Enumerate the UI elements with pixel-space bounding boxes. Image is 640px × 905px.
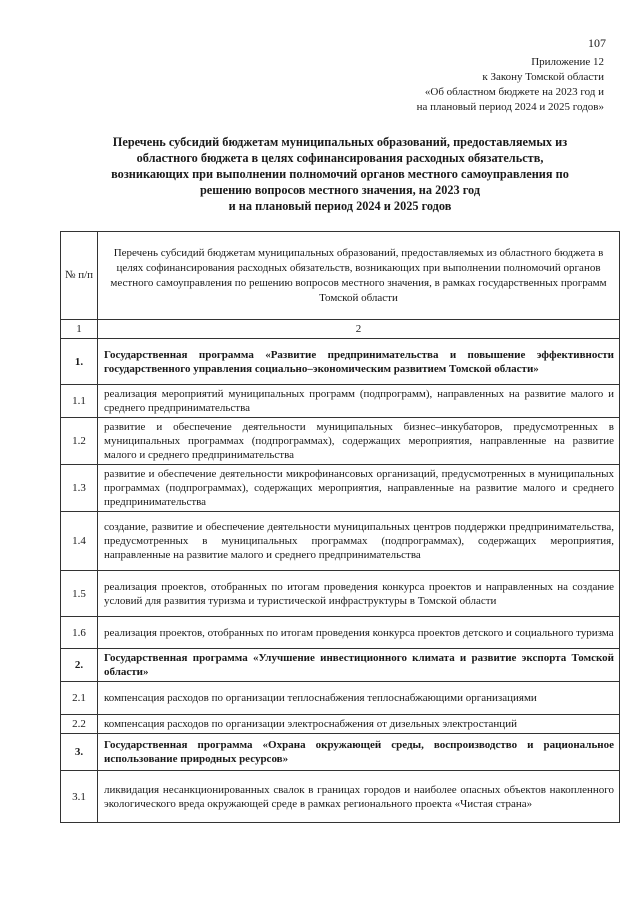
- row-text: компенсация расходов по организации теплоснабжения теплоснабжающими организациями: [98, 682, 620, 715]
- table-row: [61, 385, 620, 418]
- title-line: решению вопросов местного значения, на 2023 год: [199, 183, 481, 197]
- title-line: возникающих при выполнении полномочий органов местного самоуправления по: [111, 167, 569, 181]
- appendix-reference: [304, 55, 604, 115]
- row-num: 1.2: [61, 418, 98, 465]
- table-row: [61, 465, 620, 512]
- title-line: Перечень субсидий бюджетам муниципальных образований, предоставляемых из: [112, 135, 568, 149]
- row-text: ликвидация несанкционированных свалок в границах городов и наиболее опасных объектов накопленного экологического вреда окружающей среде в рамках регионального проекта «Чистая страна»: [98, 771, 620, 823]
- row-num: 3.: [61, 734, 98, 771]
- table-row: [61, 682, 620, 715]
- table-header-row: [61, 232, 620, 320]
- header-num-cell: № п/п: [61, 232, 98, 320]
- row-text: реализация мероприятий муниципальных программ (подпрограмм), направленных на развитие малого и среднего предпринимательства: [98, 385, 620, 418]
- row-text: создание, развитие и обеспечение деятельности муниципальных центров поддержки предпринимательства, предусмотренных в муниципальных программах (подпрограммах), содержащих мероприятия, направленные на развитие малого и среднего предпринимательства: [98, 512, 620, 571]
- row-text: реализация проектов, отобранных по итогам проведения конкурса проектов и направленных на создание условий для развития туризма и туристической инфраструктуры в Томской области: [98, 571, 620, 617]
- title-line: областного бюджета в целях софинансирования расходных обязательств,: [136, 151, 544, 165]
- row-num: 1.6: [61, 617, 98, 649]
- row-text: развитие и обеспечение деятельности микрофинансовых организаций, предусмотренных в муниципальных программах (подпрограммах), содержащих мероприятия, направленные на развитие малого и среднего предпринимательства: [98, 465, 620, 512]
- document-title: [60, 134, 620, 214]
- table-row: [61, 418, 620, 465]
- row-text: Государственная программа «Улучшение инвестиционного климата и развитие экспорта Томской области»: [98, 649, 620, 682]
- table-row: [61, 571, 620, 617]
- appendix-line: на плановый период 2024 и 2025 годов»: [416, 101, 604, 113]
- appendix-line: Приложение 12: [531, 56, 604, 68]
- row-num: 1.4: [61, 512, 98, 571]
- header-text-cell: Перечень субсидий бюджетам муниципальных образований, предоставляемых из областного бюджета в целях софинансирования расходных обязательств, возникающих при выполнении полномочий органов местного самоуправления по решению вопросов местного значения, в рамках государственных программ Томской области: [98, 232, 620, 320]
- table-row: [61, 715, 620, 734]
- row-num: 2.2: [61, 715, 98, 734]
- table-row: [61, 339, 620, 385]
- appendix-line: «Об областном бюджете на 2023 год и: [424, 86, 604, 98]
- column-number-cell: 1: [61, 320, 98, 339]
- row-num: 1.: [61, 339, 98, 385]
- row-text: развитие и обеспечение деятельности муниципальных бизнес–инкубаторов, предусмотренных в муниципальных программах (подпрограммах), содержащих мероприятия, направленные на развитие малого и среднего предпринимательства: [98, 418, 620, 465]
- table-row: [61, 771, 620, 823]
- row-num: 3.1: [61, 771, 98, 823]
- table-row: [61, 617, 620, 649]
- row-text: реализация проектов, отобранных по итогам проведения конкурса проектов детского и социального туризма: [98, 617, 620, 649]
- row-text: Государственная программа «Развитие предпринимательства и повышение эффективности государственного управления социально–экономическим развитием Томской области»: [98, 339, 620, 385]
- page-number: 107: [588, 36, 606, 50]
- column-number-cell: 2: [98, 320, 620, 339]
- row-num: 2.: [61, 649, 98, 682]
- table-row: [61, 649, 620, 682]
- row-num: 1.3: [61, 465, 98, 512]
- row-num: 2.1: [61, 682, 98, 715]
- title-line: и на плановый период 2024 и 2025 годов: [228, 199, 452, 213]
- row-num: 1.5: [61, 571, 98, 617]
- row-num: 1.1: [61, 385, 98, 418]
- appendix-line: к Закону Томской области: [482, 71, 604, 83]
- row-text: Государственная программа «Охрана окружающей среды, воспроизводство и рациональное использование природных ресурсов»: [98, 734, 620, 771]
- table-row: [61, 512, 620, 571]
- subsidies-table: [60, 231, 620, 823]
- row-text: компенсация расходов по организации электроснабжения от дизельных электростанций: [98, 715, 620, 734]
- table-row: [61, 734, 620, 771]
- column-number-row: [61, 320, 620, 339]
